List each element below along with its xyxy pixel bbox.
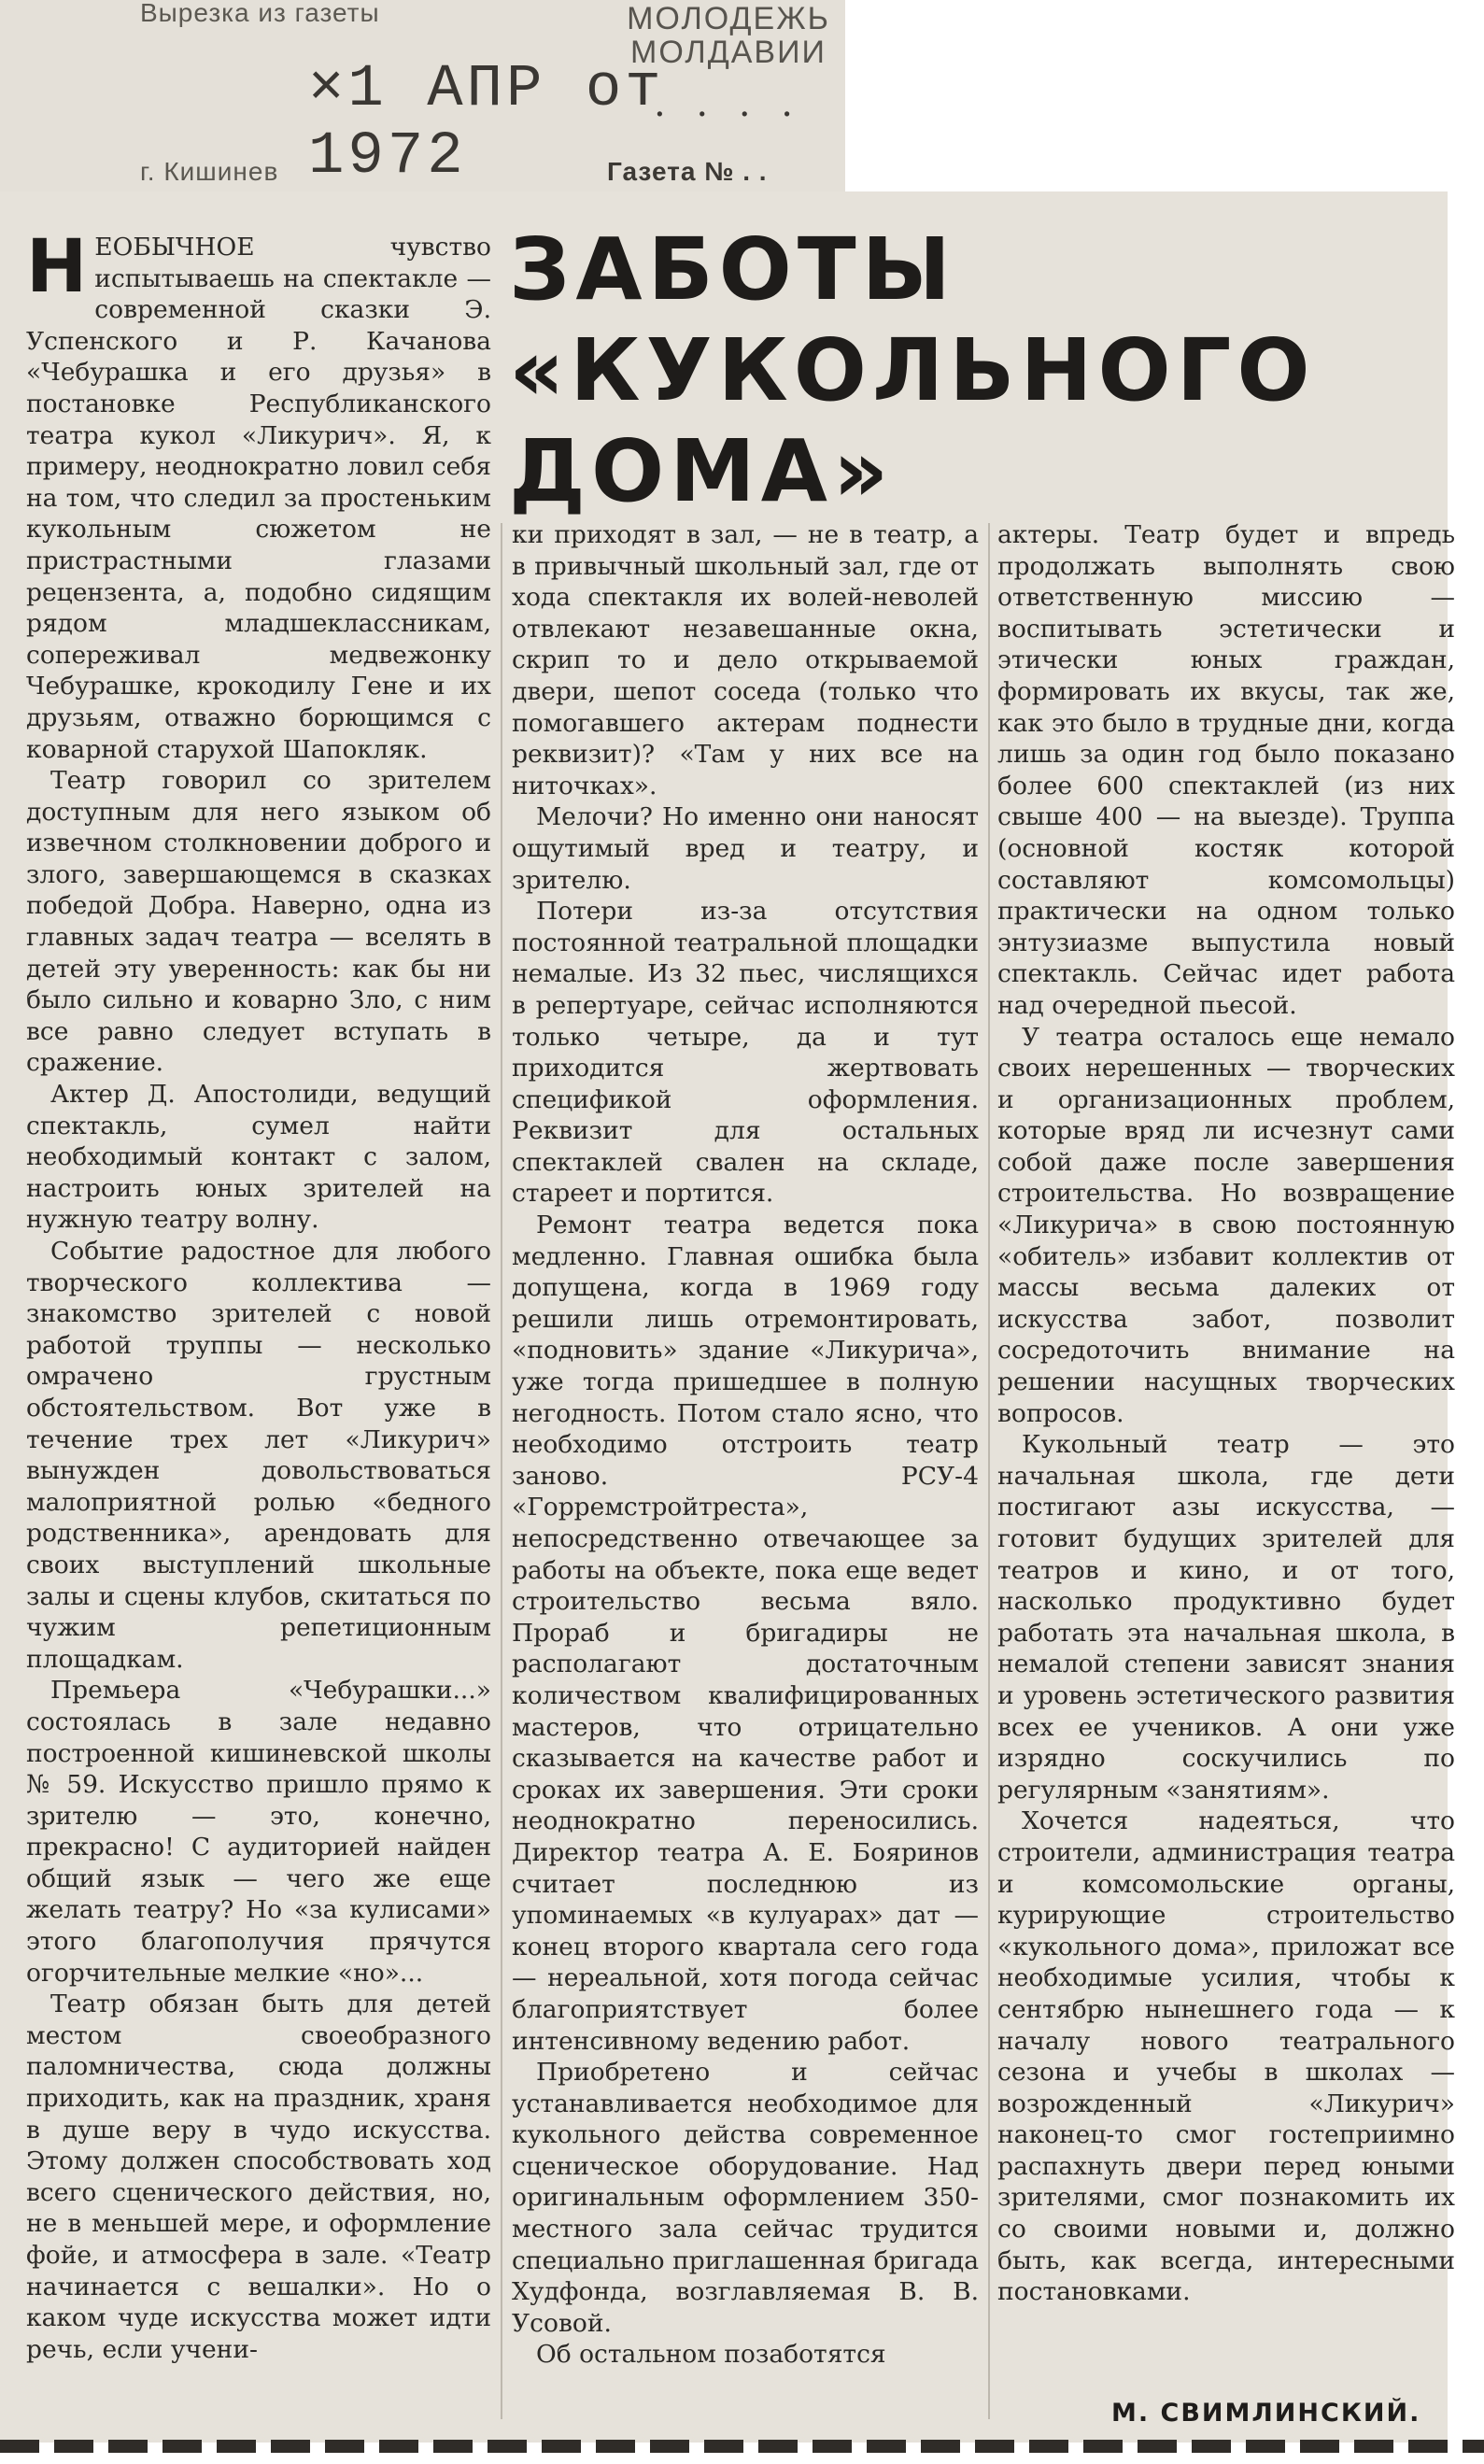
- paragraph: Об остальном позаботятся: [536, 2340, 886, 2370]
- paragraph: Актер Д. Апостолиди, ведущий спектакль, сумел найти необходимый контакт с залом, настроить юных зрителей на нужную театру волну.: [26, 1080, 491, 1235]
- paragraph: Театр говорил со зрителем доступным для него языком об извечном столкновении доброго и злого, завершающемся в сказках победой Добра. Наверно, одна из главных задач театра — вселять в детей эту уверенность: как бы ни было сильно и коварно Зло, с ним все равно следует вступать в сражение.: [26, 766, 491, 1078]
- clipping-slip: [0, 0, 845, 204]
- paragraph: ки приходят в зал, — не в театр, а в привычный школьный зал, где от хода спектакля их волей-неволей отвлекают незавешанные окна, скрип то и дело открываемой двери, шепот соседа (только что помогавшего актерам поднести реквизит)? «Там у них все на ниточках».: [512, 520, 979, 800]
- column-divider: [501, 523, 502, 2419]
- article-column-2: [512, 519, 979, 2371]
- paragraph: Событие радостное для любого творческого коллектива — знакомство зрителей с новой работой труппы — несколько омрачено грустным обстоятельством. Вот уже в течение трех лет «Ликурич» вынужден довольствоваться малоприятной ролью «бедного родственника», арендовать для своих выступлений школьные залы и сцены клубов, скитаться по чужим репетиционным площадкам.: [26, 1237, 491, 1674]
- paragraph: Премьера «Чебурашки...» состоялась в зале недавно построенной кишиневской школы № 59. Искусство пришло прямо к зрителю — это, конечно, прекрасно! С аудиторией найден общий язык — чего же еще желать театру? Но «за кулисами» этого благополучия прячутся огорчительные мелкие «но»...: [26, 1676, 491, 1988]
- paragraph: актеры. Театр будет и впредь продолжать выполнять свою ответственную миссию — воспитывать эстетически и этически юных граждан, формировать их вкусы, так же, как это было в трудные дни, когда лишь за один год было показано более 600 спектаклей (из них свыше 400 — на выезде). Труппа (основной костяк которой составляют комсомольцы) практически на одном только энтузиазме выпустила новый спектакль. Сейчас идет работа над очередной пьесой.: [997, 520, 1455, 1020]
- paper-number-label: Газета № . .: [607, 157, 768, 186]
- dashed-border: [0, 2440, 1484, 2453]
- date-stamp: ×1 АПР от 1972: [308, 56, 665, 191]
- column-divider: [988, 523, 990, 2419]
- newspaper-name: МОЛОДЕЖЬ МОЛДАВИИ: [627, 1, 830, 70]
- paragraph: Мелочи? Но именно они наносят ощутимый вред и театру, и зрителю.: [512, 802, 979, 895]
- paragraph-text: ЕОБЫЧНОЕ чувство испытываешь на спектакле — современной сказки Э. Успенского и Р. Качанова «Чебурашка и его друзья» в постановке Республиканского театра кукол «Ликурич». Я, к примеру, неоднократно ловил себя на том, что следил за простеньким кукольным сюжетом не пристрастными глазами рецензента, а, подобно сидящим рядом младшеклассникам, сопереживал медвежонку Чебурашке, крокодилу Гене и их друзьям, отважно борющимся с коварной старухой Шапокляк.: [26, 233, 491, 764]
- paragraph: Потери из-за отсутствия постоянной театральной площадки немалые. Из 32 пьес, числящихся в репертуаре, сейчас исполняются только четыре, да и тут приходится жертвовать спецификой оформления. Реквизит для остальных спектаклей свален на складе, стареет и портится.: [512, 897, 979, 1209]
- article-column-1: [26, 225, 491, 2365]
- paragraph: Хочется надеяться, что строители, администрация театра и комсомольские органы, курирующие строительство «кукольного дома», приложат все необходимые усилия, чтобы к сентябрю нынешнего года — к началу нового театрального сезона и учебы в школах — возрожденный «Ликурич» наконец-то смог гостеприимно распахнуть двери перед юными зрителями, смог познакомить их со своими новыми и, должно быть, как всегда, интересными постановками.: [997, 1806, 1455, 2307]
- paragraph: Приобретено и сейчас устанавливается необходимое для кукольного действа современное сценическое оборудование. Над оригинальным оформлением 350-местного зала сейчас трудится специально приглашенная бригада Худфонда, возглавляемая В. В. Усовой.: [512, 2058, 979, 2338]
- city-label: г. Кишинев: [140, 157, 279, 186]
- article-title: ЗАБОТЫ «КУКОЛЬНОГО ДОМА»: [509, 219, 1316, 521]
- paragraph: Ремонт театра ведется пока медленно. Главная ошибка была допущена, когда в 1969 году решили лишь отремонтировать, «подновить» здание «Ликурича», уже тогда пришедшее в полную негодность. Потом стало ясно, что необходимо отстроить театр заново. РСУ-4 «Горремстройтреста», непосредственно отвечающее за работы на объекте, пока еще ведет строительство весьма вяло. Прораб и бригадиры не располагают достаточным количеством квалифицированных мастеров, что отрицательно сказывается на качестве работ и сроках их завершения. Эти сроки неоднократно переносились. Директор театра А. Е. Бояринов считает последнюю из упоминаемых «в кулуарах» дат — конец второго квартала сего года — нереальной, хотя погода сейчас благоприятствует более интенсивному ведению работ.: [512, 1211, 979, 2056]
- drop-cap: Н: [26, 225, 88, 309]
- paragraph: Театр обязан быть для детей местом своеобразного паломничества, сюда должны приходить, как на праздник, храня в душе веру в чудо искусства. Этому должен способствовать ход всего сценического действия, но, не в меньшей мере, и оформление фойе, и атмосфера в зале. «Театр начинается с вешалки». Но о каком чуде искусства может идти речь, если учени-: [26, 1990, 491, 2364]
- paragraph: [26, 225, 491, 765]
- author-signature: М. СВИМЛИНСКИЙ.: [1111, 2399, 1421, 2428]
- clipping-label: Вырезка из газеты: [140, 0, 380, 27]
- article-column-3: [997, 519, 1455, 2308]
- date-dots: . . . .: [654, 82, 803, 125]
- paragraph: У театра осталось еще немало своих нерешенных — творческих и организационных проблем, которые вряд ли исчезнут сами собой даже после завершения строительства. Но возвращение «Ликурича» в свою постоянную «обитель» избавит коллектив от массы весьма далеких от искусства забот, позволит сосредоточить внимание на решении насущных творческих вопросов.: [997, 1022, 1455, 1428]
- paragraph: Кукольный театр — это начальная школа, где дети постигают азы искусства, — готовит будущих зрителей для театров и кино, и от того, насколько продуктивно будет работать эта начальная школа, в немалой степени зависят знания и уровень эстетического развития всех ее учеников. А они уже изрядно соскучились по регулярным «занятиям».: [997, 1430, 1455, 1805]
